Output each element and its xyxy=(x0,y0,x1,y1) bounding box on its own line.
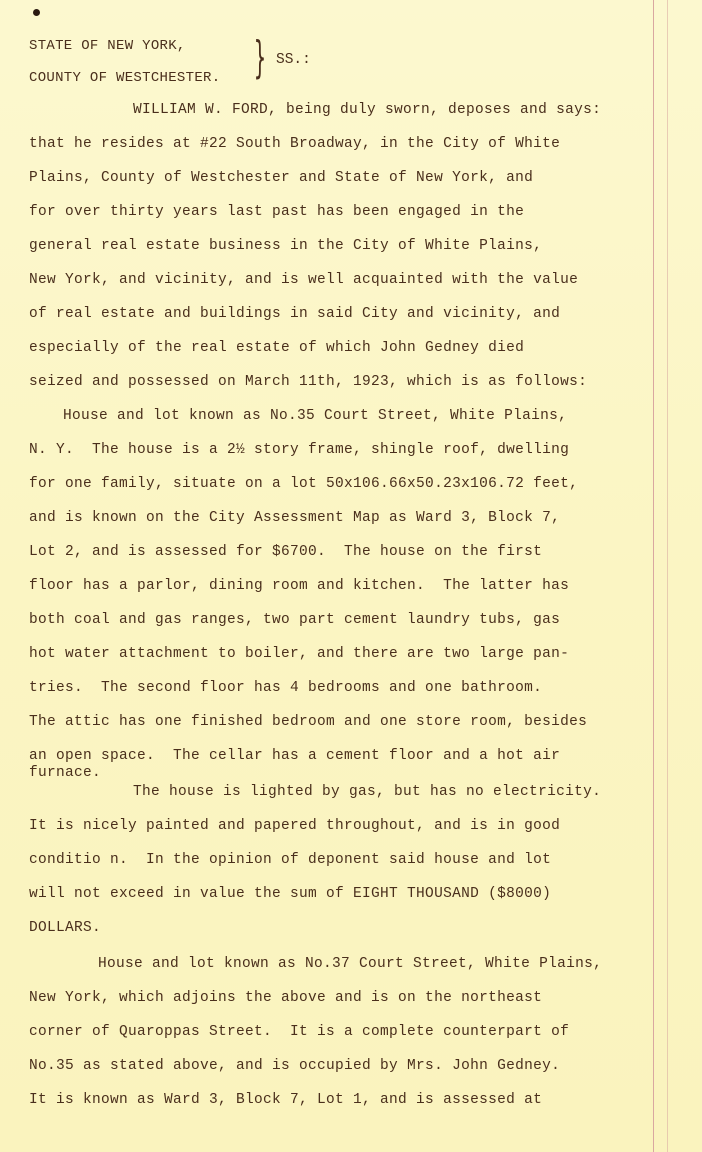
body-line: especially of the real estate of which John Gedney died xyxy=(29,340,525,356)
caption-state: STATE OF NEW YORK, xyxy=(29,38,186,54)
body-line: corner of Quaroppas Street. It is a complete counterpart of xyxy=(29,1024,570,1040)
body-line: It is nicely painted and papered throughout, and is in good xyxy=(29,818,561,834)
body-line: Lot 2, and is assessed for $6700. The house on the first xyxy=(29,544,543,560)
body-line: House and lot known as No.35 Court Street, White Plains, xyxy=(63,408,568,424)
caption-ss: SS.: xyxy=(276,52,311,68)
body-line: floor has a parlor, dining room and kitchen. The latter has xyxy=(29,578,570,594)
body-line: for over thirty years last past has been engaged in the xyxy=(29,204,525,220)
body-line: Plains, County of Westchester and State of New York, and xyxy=(29,170,534,186)
ink-dot xyxy=(33,9,40,16)
body-line: an open space. The cellar has a cement floor and a hot air xyxy=(29,748,561,764)
body-line: It is known as Ward 3, Block 7, Lot 1, and is assessed at xyxy=(29,1092,543,1108)
body-line: DOLLARS. xyxy=(29,920,102,936)
body-line: New York, and vicinity, and is well acquainted with the value xyxy=(29,272,579,288)
body-line: of real estate and buildings in said City and vicinity, and xyxy=(29,306,561,322)
body-line: WILLIAM W. FORD, being duly sworn, deposes and says: xyxy=(133,102,602,118)
caption-brace: } xyxy=(254,32,266,83)
body-line: New York, which adjoins the above and is on the northeast xyxy=(29,990,543,1006)
body-line: The house is lighted by gas, but has no electricity. xyxy=(133,784,602,800)
caption-county: COUNTY OF WESTCHESTER. xyxy=(29,70,221,86)
body-line: and is known on the City Assessment Map as Ward 3, Block 7, xyxy=(29,510,561,526)
body-line: tries. The second floor has 4 bedrooms and one bathroom. xyxy=(29,680,543,696)
body-line: seized and possessed on March 11th, 1923, which is as follows: xyxy=(29,374,588,390)
body-line: conditio n. In the opinion of deponent said house and lot xyxy=(29,852,552,868)
body-line: general real estate business in the City of White Plains, xyxy=(29,238,543,254)
body-line: hot water attachment to boiler, and there are two large pan- xyxy=(29,646,570,662)
body-line: N. Y. The house is a 2½ story frame, shingle roof, dwelling xyxy=(29,442,570,458)
body-line: will not exceed in value the sum of EIGHT THOUSAND ($8000) xyxy=(29,886,552,902)
body-line: No.35 as stated above, and is occupied by Mrs. John Gedney. xyxy=(29,1058,561,1074)
margin-rule xyxy=(653,0,654,1152)
body-line: both coal and gas ranges, two part cement laundry tubs, gas xyxy=(29,612,561,628)
body-line: for one family, situate on a lot 50x106.66x50.23x106.72 feet, xyxy=(29,476,579,492)
body-line: The attic has one finished bedroom and one store room, besides xyxy=(29,714,588,730)
body-line: House and lot known as No.37 Court Street, White Plains, xyxy=(98,956,603,972)
margin-rule-faint xyxy=(667,0,668,1152)
body-line: furnace. xyxy=(29,765,102,781)
body-line: that he resides at #22 South Broadway, in the City of White xyxy=(29,136,561,152)
